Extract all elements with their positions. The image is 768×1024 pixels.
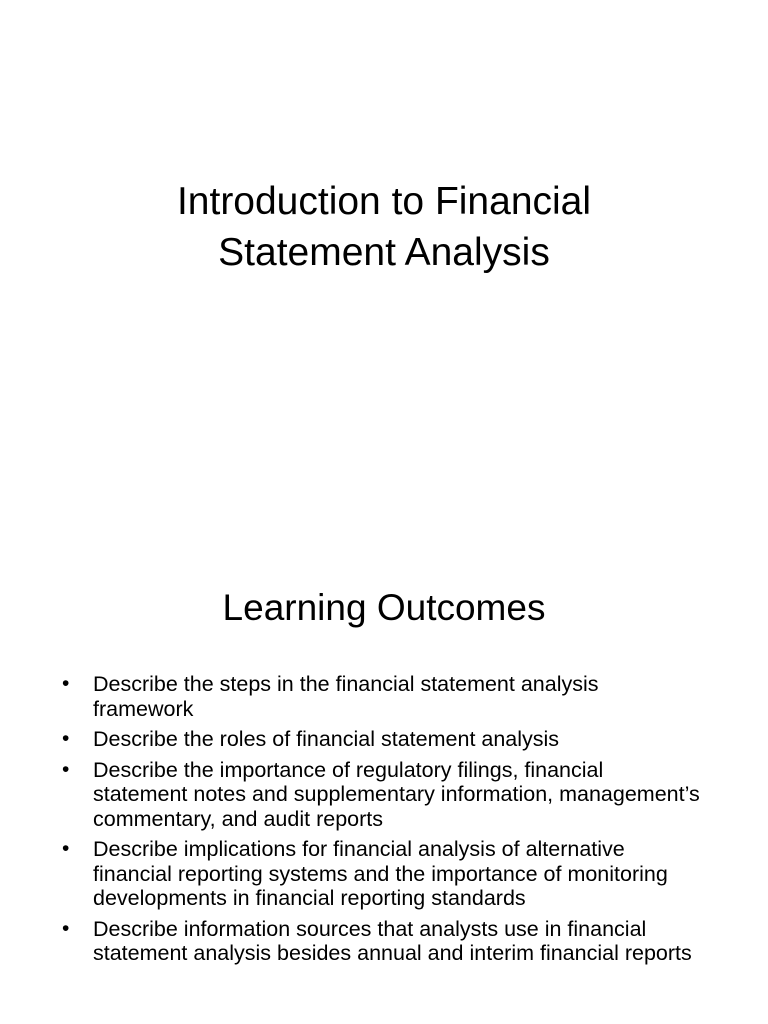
outcomes-list xyxy=(62,672,702,972)
bullet-icon: • xyxy=(62,727,70,750)
bullet-icon: • xyxy=(62,837,70,860)
slide-title xyxy=(84,176,684,278)
list-item-text: Describe implications for financial analysis of alternative financial reporting systems and the importance of monitoring developments in financial reporting standards xyxy=(93,837,668,910)
bullet-icon: • xyxy=(62,757,70,781)
list-item xyxy=(62,917,702,966)
list-item-text: Describe the roles of financial statement analysis xyxy=(93,727,560,751)
list-item-text: Describe the importance of regulatory filings, financial statement notes and supplementary information, management’s commentary, and audit reports xyxy=(93,757,700,831)
bullet-icon: • xyxy=(62,916,70,940)
learning-outcomes-slide xyxy=(0,512,768,1024)
list-item-text: Describe information sources that analysts use in financial statement analysis besides annual and interim financial reports xyxy=(93,916,692,965)
list-item xyxy=(62,758,702,832)
slide-heading: Learning Outcomes xyxy=(222,587,546,628)
slide-title-line-2: Statement Analysis xyxy=(218,231,550,274)
list-item xyxy=(62,672,702,721)
list-item xyxy=(62,727,702,752)
slide-title-line-1: Introduction to Financial xyxy=(176,180,592,223)
list-item xyxy=(62,837,702,911)
list-item-text: Describe the steps in the financial statement analysis framework xyxy=(93,672,599,721)
bullet-icon: • xyxy=(62,672,70,695)
